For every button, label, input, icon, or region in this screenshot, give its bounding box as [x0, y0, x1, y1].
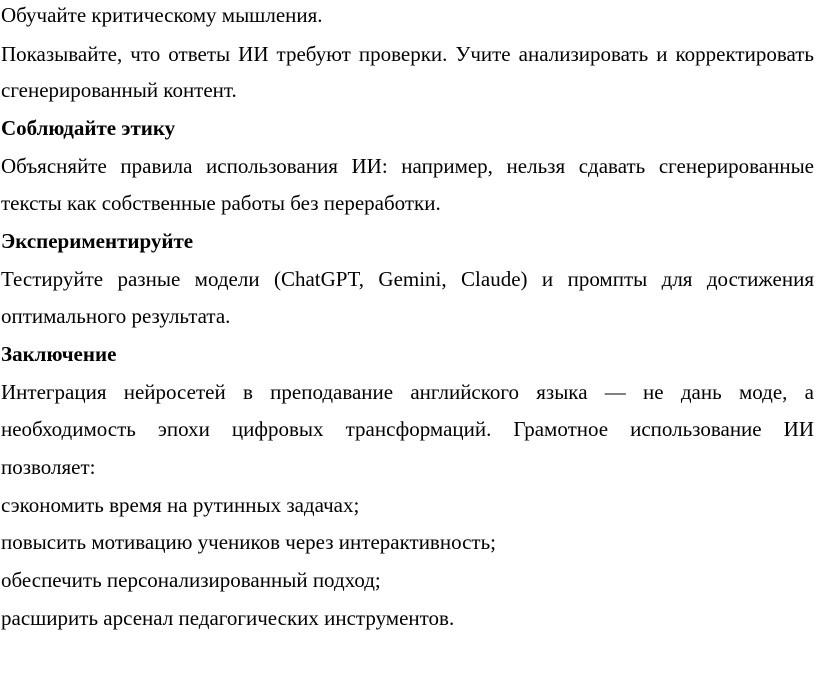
- list-item-save-time: сэкономить время на рутинных задачах;: [1, 493, 360, 517]
- paragraph-line-own-work: тексты как собственные работы без переработки.: [1, 191, 441, 215]
- section-heading-ethics: Соблюдайте этику: [1, 116, 176, 140]
- paragraph-line-ai-rules: Объясняйте правила использования ИИ: например, нельзя сдавать сгенерированные: [1, 154, 814, 178]
- paragraph-line-optimal-result: оптимального результата.: [1, 304, 231, 328]
- paragraph-line-necessity: необходимость эпохи цифровых трансформаций. Грамотное использование ИИ: [1, 417, 814, 441]
- paragraph-line-generated-content: сгенерированный контент.: [1, 78, 237, 102]
- list-item-personalization: обеспечить персонализированный подход;: [1, 568, 381, 592]
- paragraph-line-verify-ai: Показывайте, что ответы ИИ требуют проверки. Учите анализировать и корректировать: [1, 42, 814, 66]
- paragraph-line-allows: позволяет:: [1, 455, 96, 479]
- list-item-motivation: повысить мотивацию учеников через интерактивность;: [1, 530, 497, 554]
- paragraph-line-critical-thinking: Обучайте критическому мышления.: [1, 3, 323, 27]
- paragraph-line-integration: Интеграция нейросетей в преподавание английского языка — не дань моде, а: [1, 380, 814, 404]
- section-heading-experiment: Экспериментируйте: [1, 229, 194, 253]
- list-item-tools: расширить арсенал педагогических инструментов.: [1, 606, 455, 630]
- paragraph-line-test-models: Тестируйте разные модели (ChatGPT, Gemini, Claude) и промпты для достижения: [1, 267, 814, 291]
- section-heading-conclusion: Заключение: [1, 342, 117, 366]
